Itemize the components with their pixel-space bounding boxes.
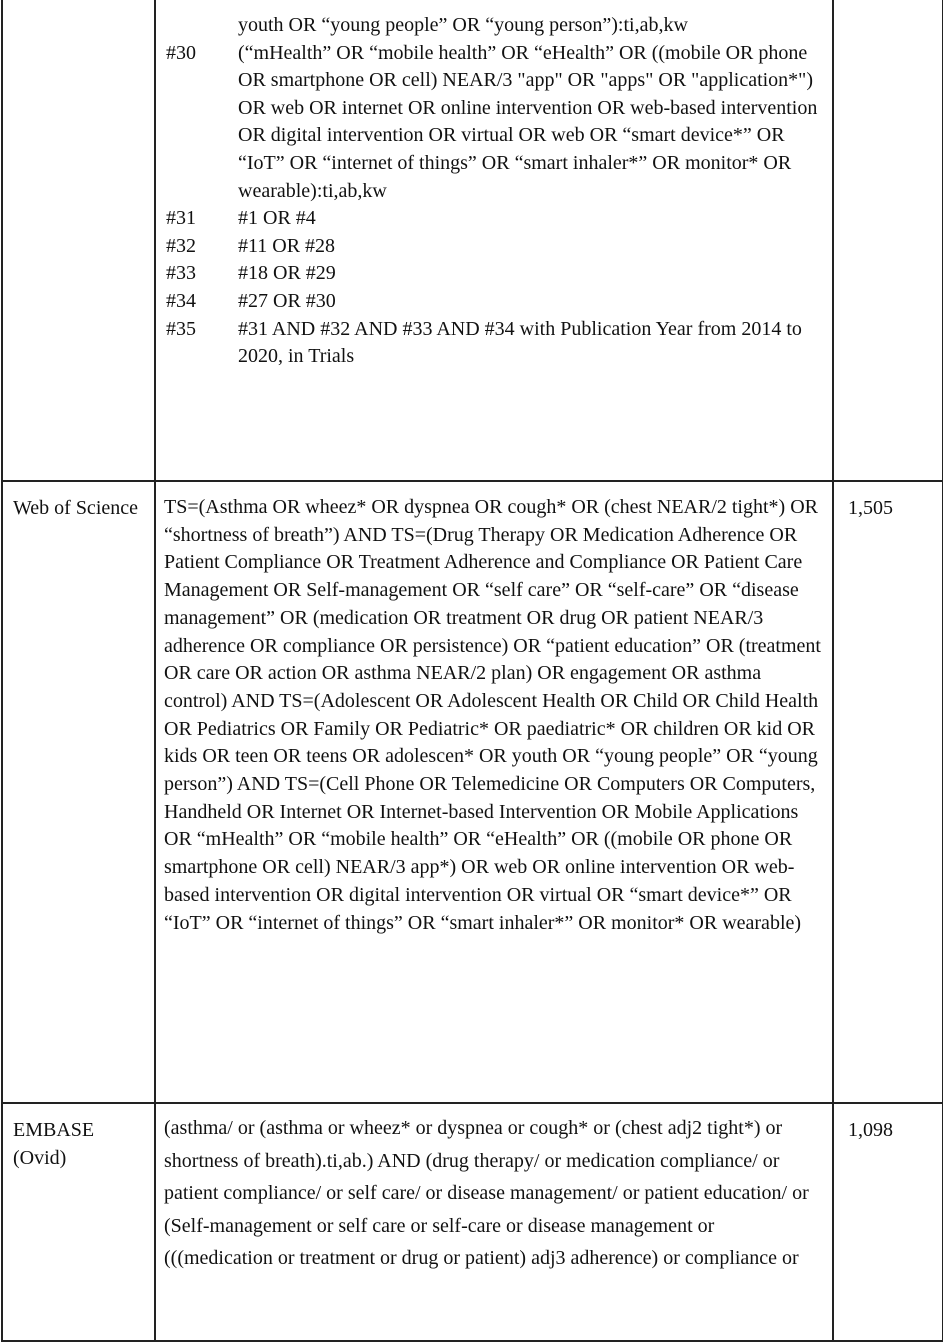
search-strategy-table [1, 0, 943, 1342]
line-text: #27 OR #30 [238, 289, 336, 312]
results-count-cell: 1,098 [833, 1103, 943, 1341]
line-text: #31 AND #32 AND #33 AND #34 with Publication Year from 2014 to 2020, in Trials [238, 317, 802, 368]
query-continuation-line: youth OR “young people” OR “young person”):ti,ab,kw [238, 14, 688, 36]
query-line-34 [164, 288, 824, 316]
database-cell: Web of Science [2, 481, 155, 1103]
line-number: #35 [166, 317, 196, 340]
query-cell: (asthma/ or (asthma or wheez* or dyspnea or cough* or (chest adj2 tight*) or shortness of breath).ti,ab.) AND (drug therapy/ or medication compliance/ or patient compliance/ or self care/ or disease management/ or patient education/ or (Self-management or self care or self-care or disease management or (((medication or treatment or drug or patient) adj3 adherence) or compliance or [155, 1103, 833, 1341]
query-line-30 [164, 40, 824, 206]
query-line-32 [164, 233, 824, 261]
query-line-31 [164, 205, 824, 233]
line-number: #33 [166, 262, 196, 285]
line-number: #32 [166, 234, 196, 257]
database-cell [2, 0, 155, 481]
results-count-cell [833, 0, 943, 481]
line-text: (“mHealth” OR “mobile health” OR “eHealth” OR ((mobile OR phone OR smartphone OR cell) NEAR/3 "app" OR "apps" OR "application*") OR web OR internet OR online intervention OR web-based intervention OR digital intervention OR virtual OR web OR “smart device*” OR “IoT” OR “internet of things” OR “smart inhaler*” OR monitor* OR wearable):ti,ab,kw [238, 41, 818, 202]
query-line-35 [164, 316, 824, 371]
line-text: #1 OR #4 [238, 207, 316, 230]
line-text: #18 OR #29 [238, 262, 336, 285]
table-row-web-of-science [2, 481, 943, 1103]
query-cell: TS=(Asthma OR wheez* OR dyspnea OR cough* OR (chest NEAR/2 tight*) OR “shortness of breath”) AND TS=(Drug Therapy OR Medication Adherence OR Patient Compliance OR Treatment Adherence and Compliance OR Patient Care Management OR Self-management OR “self care” OR “self-care” OR “disease management” OR (medication OR treatment OR drug OR patient NEAR/3 adherence OR compliance OR persistence) OR “patient education” OR (treatment OR care OR action OR asthma NEAR/2 plan) OR engagement OR asthma control) AND TS=(Adolescent OR Adolescent Health OR Child OR Child Health OR Pediatrics OR Family OR Pediatric* OR paediatric* OR children OR kid OR kids OR teen OR teens OR adolescen* OR youth OR “young people” OR “young person”) AND TS=(Cell Phone OR Telemedicine OR Computers OR Computers, Handheld OR Internet OR Internet-based Intervention OR Mobile Applications OR “mHealth” OR “mobile health” OR “eHealth” OR ((mobile OR phone OR smartphone OR cell) NEAR/3 app*) OR web OR online intervention OR web-based intervention OR digital intervention OR virtual OR “smart device*” OR “IoT” OR “internet of things” OR “smart inhaler*” OR monitor* OR wearable) [155, 481, 833, 1103]
table-row-cochrane-continued [2, 0, 943, 481]
query-line-33 [164, 260, 824, 288]
table-row-embase [2, 1103, 943, 1341]
line-number: #34 [166, 289, 196, 312]
line-number: #31 [166, 207, 196, 230]
database-cell: EMBASE (Ovid) [2, 1103, 155, 1341]
line-number: #30 [166, 41, 196, 64]
line-text: #11 OR #28 [238, 234, 336, 257]
query-cell [155, 0, 833, 481]
results-count-cell: 1,505 [833, 481, 943, 1103]
